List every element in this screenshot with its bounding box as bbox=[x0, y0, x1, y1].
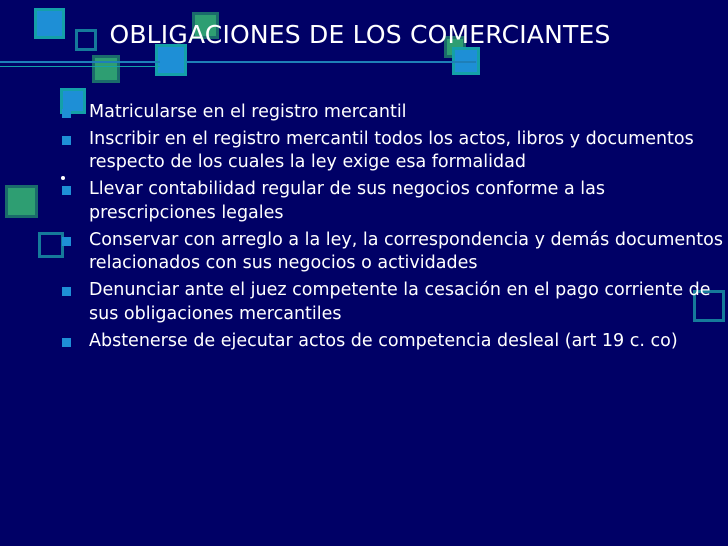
list-item bbox=[60, 330, 724, 353]
list-item bbox=[60, 279, 724, 326]
list-item-text: Abstenerse de ejecutar actos de competencia desleal (art 19 c. co) bbox=[89, 330, 678, 351]
square-bullet-icon bbox=[62, 186, 71, 195]
decor-square-green-far-left bbox=[5, 185, 38, 218]
slide-title: OBLIGACIONES DE LOS COMERCIANTES bbox=[109, 20, 611, 49]
square-bullet-icon bbox=[62, 109, 71, 118]
list-item-text: Denunciar ante el juez competente la cesación en el pago corriente de sus obligaciones mercantiles bbox=[89, 280, 711, 324]
decor-rule-left-thin bbox=[0, 66, 160, 67]
square-bullet-icon bbox=[62, 237, 71, 246]
square-bullet-icon bbox=[62, 136, 71, 145]
decor-rule-right bbox=[186, 61, 476, 63]
list-item-text: Llevar contabilidad regular de sus negocios conforme a las prescripciones legales bbox=[89, 179, 605, 223]
decor-square-green-left bbox=[92, 55, 120, 83]
decor-rule-left bbox=[0, 61, 160, 63]
obligations-list bbox=[60, 101, 724, 357]
list-item-text: Inscribir en el registro mercantil todos los actos, libros y documentos respecto de los cuales la ley exige esa formalidad bbox=[89, 129, 694, 173]
list-item-text: Conservar con arreglo a la ley, la correspondencia y demás documentos relacionados con sus negocios o actividades bbox=[89, 229, 723, 274]
list-item bbox=[60, 101, 724, 124]
square-bullet-icon bbox=[62, 338, 71, 347]
list-item bbox=[60, 178, 724, 225]
list-item bbox=[60, 128, 724, 175]
list-item bbox=[60, 229, 724, 276]
list-item-text: Matricularse en el registro mercantil bbox=[89, 102, 407, 122]
square-bullet-icon bbox=[62, 287, 71, 296]
